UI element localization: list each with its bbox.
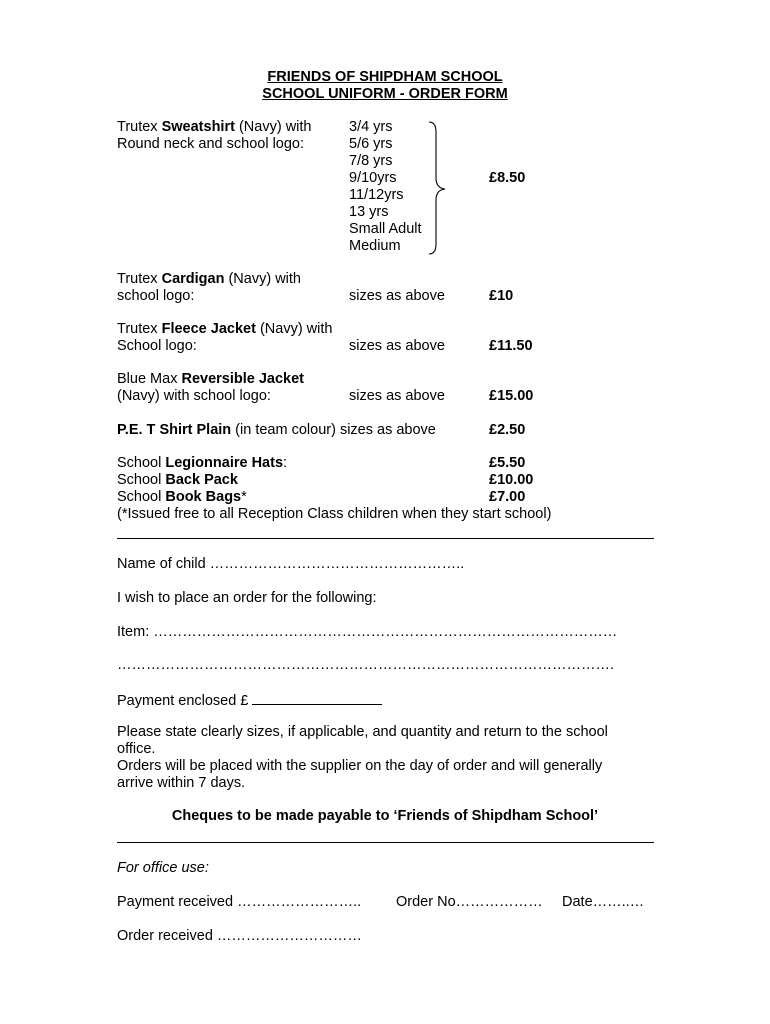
- reversible-sizes: sizes as above: [349, 388, 445, 404]
- size-option: 5/6 yrs: [349, 136, 393, 152]
- cardigan-title: [117, 271, 301, 288]
- cheques-note: Cheques to be made payable to ‘Friends of Shipdham School’: [171, 808, 599, 824]
- size-option: 11/12yrs: [349, 187, 404, 203]
- form-subtitle: SCHOOL UNIFORM - ORDER FORM: [262, 86, 508, 102]
- payment-amount-field[interactable]: [252, 690, 382, 705]
- size-option: Small Adult: [349, 221, 422, 237]
- cardigan-price: £10: [489, 288, 514, 304]
- instructions-line: arrive within 7 days.: [117, 775, 246, 791]
- fleece-brand: Trutex: [117, 321, 162, 337]
- order-intro: I wish to place an order for the following:: [117, 590, 377, 606]
- backpack-prefix: School: [117, 472, 166, 488]
- reversible-desc-line2: (Navy) with school logo:: [117, 388, 271, 404]
- pe-shirt-price: £2.50: [489, 422, 526, 438]
- reversible-name: Reversible Jacket: [181, 371, 305, 387]
- fleece-desc: (Navy) with: [255, 321, 333, 337]
- hats-title: [117, 455, 287, 472]
- backpack-name: Back Pack: [165, 472, 238, 488]
- reversible-title: [117, 371, 304, 388]
- sweatshirt-desc: (Navy) with: [234, 119, 312, 135]
- payment-line: [117, 690, 382, 710]
- bookbags-prefix: School: [117, 489, 166, 505]
- instructions-line: Please state clearly sizes, if applicable, and quantity and return to the school: [117, 724, 608, 740]
- hats-suffix: :: [283, 455, 288, 471]
- pe-shirt-desc: (in team colour) sizes as above: [231, 422, 436, 438]
- size-option: 13 yrs: [349, 204, 389, 220]
- date-field[interactable]: Date……..…: [562, 894, 645, 910]
- divider: [117, 538, 654, 539]
- sweatshirt-brand: Trutex: [117, 119, 162, 135]
- cardigan-sizes: sizes as above: [349, 288, 445, 304]
- payment-received-field[interactable]: Payment received ……………………..: [117, 894, 362, 910]
- sweatshirt-desc-line2: Round neck and school logo:: [117, 136, 305, 152]
- sweatshirt-name: Sweatshirt: [161, 119, 235, 135]
- hats-name: Legionnaire Hats: [165, 455, 284, 471]
- hats-prefix: School: [117, 455, 166, 471]
- office-use-title: For office use:: [117, 860, 209, 876]
- sweatshirt-title: [117, 119, 311, 136]
- order-received-field[interactable]: Order received …………………………: [117, 928, 362, 944]
- cardigan-desc-line2: school logo:: [117, 288, 195, 304]
- backpack-title: [117, 472, 238, 489]
- fleece-desc-line2: School logo:: [117, 338, 197, 354]
- bookbags-title: [117, 489, 247, 506]
- instructions-line: office.: [117, 741, 156, 757]
- cardigan-desc: (Navy) with: [224, 271, 301, 287]
- child-name-field[interactable]: Name of child ……………………………………………..: [117, 556, 465, 572]
- form-title: FRIENDS OF SHIPDHAM SCHOOL: [267, 69, 503, 85]
- reversible-brand: Blue Max: [117, 371, 182, 387]
- hats-price: £5.50: [489, 455, 526, 471]
- size-option: Medium: [349, 238, 401, 254]
- fleece-name: Fleece Jacket: [161, 321, 256, 337]
- fleece-title: [117, 321, 332, 338]
- reception-note: (*Issued free to all Reception Class children when they start school): [117, 506, 552, 522]
- item-field[interactable]: Item: ……………………………………………………………………………………: [117, 624, 618, 640]
- backpack-price: £10.00: [489, 472, 534, 488]
- order-number-field[interactable]: Order No………………: [396, 894, 543, 910]
- cardigan-name: Cardigan: [161, 271, 225, 287]
- reversible-price: £15.00: [489, 388, 534, 404]
- size-option: 9/10yrs: [349, 170, 397, 186]
- size-option: 3/4 yrs: [349, 119, 393, 135]
- fleece-sizes: sizes as above: [349, 338, 445, 354]
- divider: [117, 842, 654, 843]
- cardigan-brand: Trutex: [117, 271, 162, 287]
- bookbags-name: Book Bags: [165, 489, 242, 505]
- pe-shirt-name: P.E. T Shirt Plain: [117, 422, 232, 438]
- sweatshirt-price: £8.50: [489, 170, 526, 186]
- bookbags-price: £7.00: [489, 489, 526, 505]
- bookbags-suffix: *: [241, 489, 247, 505]
- instructions-line: Orders will be placed with the supplier on the day of order and will generally: [117, 758, 603, 774]
- curly-brace-icon: [424, 120, 450, 258]
- size-option: 7/8 yrs: [349, 153, 393, 169]
- payment-label: Payment enclosed £: [117, 693, 253, 709]
- pe-shirt-title: [117, 422, 436, 439]
- fleece-price: £11.50: [489, 338, 533, 354]
- item-field-continued[interactable]: ………………………………………………………………………………………….: [117, 657, 615, 673]
